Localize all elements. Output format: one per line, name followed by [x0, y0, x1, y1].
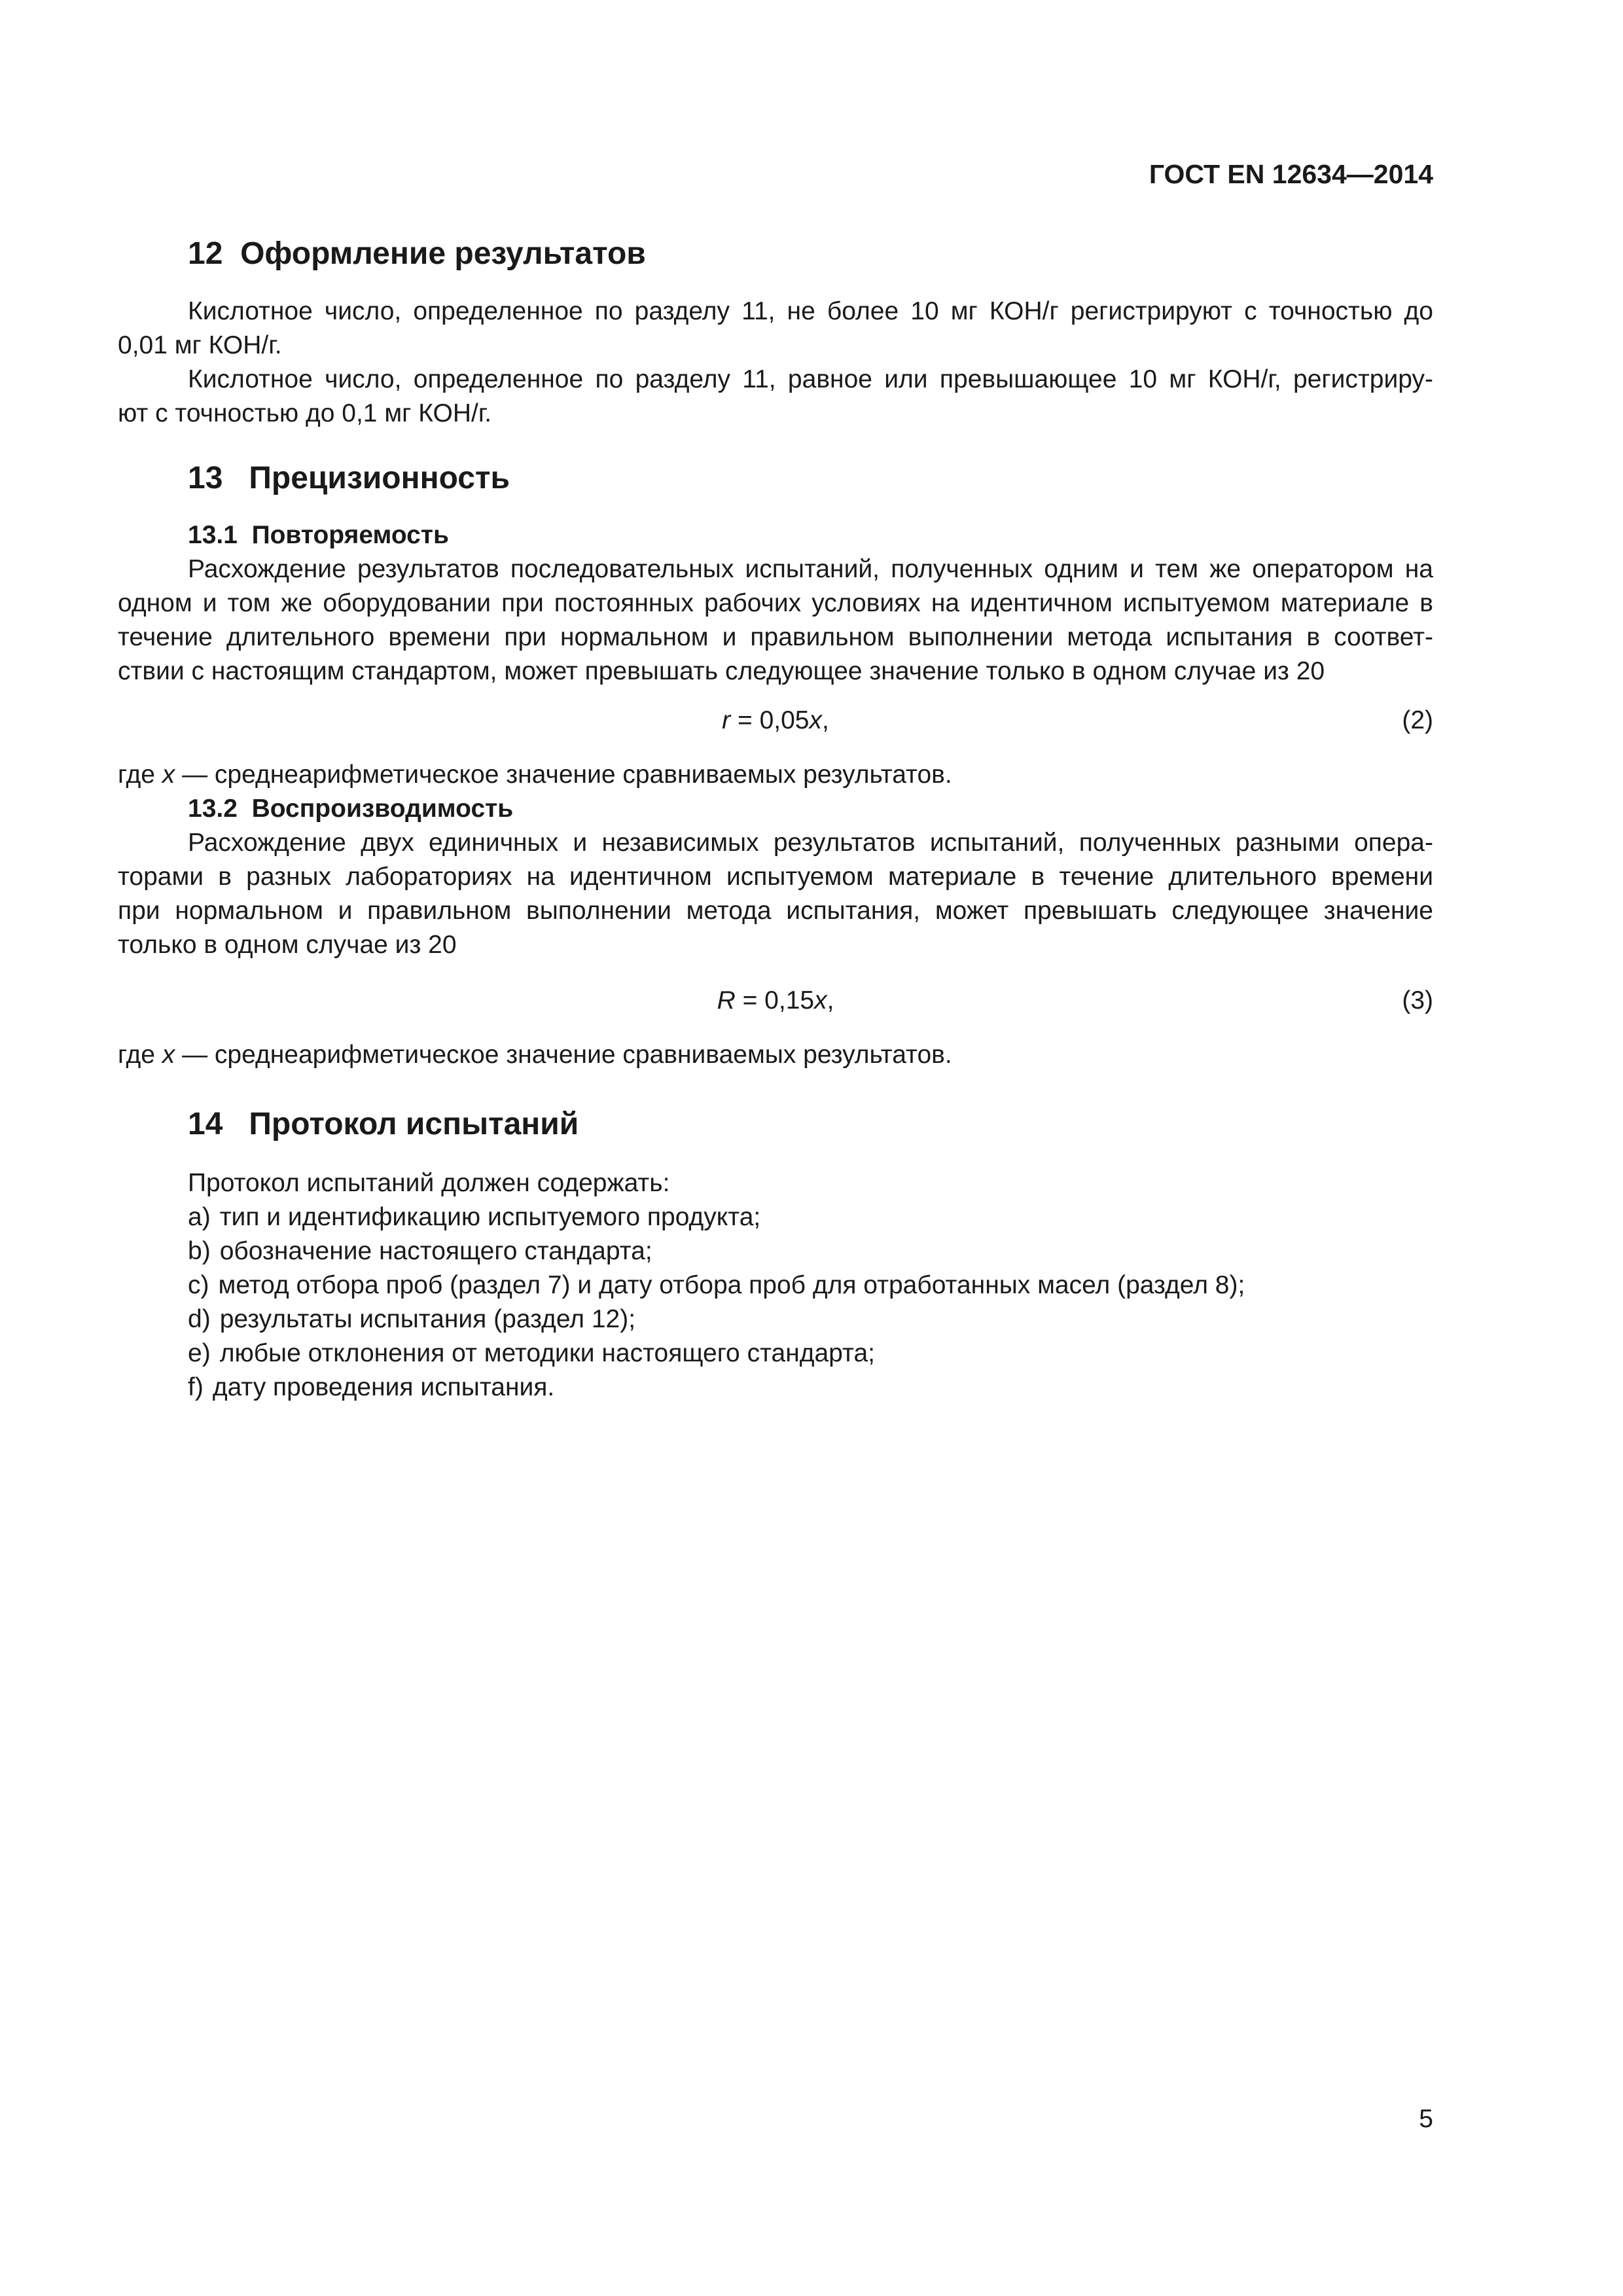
section-number: 12 — [188, 236, 223, 271]
list-item: f) дату проведения испытания. — [188, 1373, 555, 1401]
section-title: Прецизионность — [249, 461, 510, 495]
text-line: течение длительного времени при нормальном и правильном выполнении метода испытания в соответ- — [118, 623, 1433, 651]
text-line: только в одном случае из 20 — [118, 931, 457, 959]
list-item: a) тип и идентификацию испытуемого продукта; — [188, 1203, 761, 1231]
subsection-13-1-paragraph — [118, 552, 1433, 689]
text-line: ствии с настоящим стандартом, может превышать следующее значение только в одном случае из 20 — [118, 657, 1325, 685]
subsection-number: 13.2 — [188, 795, 238, 823]
section-number: 13 — [188, 461, 223, 495]
list-item: c) метод отбора проб (раздел 7) и дату отбора проб для отработанных масел (раздел 8); — [188, 1271, 1245, 1299]
document-page — [118, 0, 1433, 2296]
formula-3-where: где x — среднеарифметическое значение сравниваемых результатов. — [118, 1041, 952, 1069]
formula-expression: R = 0,15x, — [717, 986, 834, 1014]
formula-3 — [118, 984, 1433, 1018]
subsection-title: Повторяемость — [251, 521, 449, 549]
subsection-number: 13.1 — [188, 521, 238, 549]
section-12-paragraph-1 — [118, 295, 1433, 363]
text-line: ют с точностью до 0,1 мг КОН/г. — [118, 399, 492, 427]
text-line: при нормальном и правильном выполнении метода испытания, может превышать следующее значение — [118, 897, 1433, 925]
formula-2 — [118, 704, 1433, 738]
section-12-heading — [188, 234, 646, 274]
formula-number: (3) — [1402, 986, 1433, 1014]
section-number: 14 — [188, 1107, 223, 1141]
formula-number: (2) — [1402, 706, 1433, 734]
text-line: одном и том же оборудовании при постоянных рабочих условиях на идентичном испытуемом материале в — [118, 589, 1433, 617]
text-line: Расхождение двух единичных и независимых результатов испытаний, полученных разными опера- — [188, 829, 1433, 857]
list-intro: Протокол испытаний должен содержать: — [188, 1169, 670, 1197]
subsection-13-2-paragraph — [118, 826, 1433, 962]
list-item: d) результаты испытания (раздел 12); — [188, 1305, 636, 1333]
test-report-list — [188, 1166, 1245, 1405]
text-line: Расхождение результатов последовательных испытаний, полученных одним и тем же оператором на — [188, 555, 1433, 583]
text-line: 0,01 мг КОН/г. — [118, 331, 282, 359]
section-12-paragraph-2 — [118, 363, 1433, 431]
list-item: b) обозначение настоящего стандарта; — [188, 1237, 652, 1265]
page-number: 5 — [1419, 2105, 1433, 2133]
section-title: Оформление результатов — [240, 236, 646, 271]
section-14-heading — [188, 1105, 579, 1144]
text-line: Кислотное число, определенное по разделу 11, не более 10 мг КОН/г регистрируют с точностью до — [188, 297, 1433, 325]
subsection-13-2-heading — [188, 792, 513, 826]
formula-2-where: где x — среднеарифметическое значение сравниваемых результатов. — [118, 761, 952, 789]
text-line: торами в разных лабораториях на идентичном испытуемом материале в течение длительного времени — [118, 863, 1433, 891]
section-title: Протокол испытаний — [249, 1107, 579, 1141]
document-code: ГОСТ EN 12634—2014 — [1149, 159, 1433, 189]
subsection-title: Воспроизводимость — [251, 795, 514, 823]
list-item: e) любые отклонения от методики настоящего стандарта; — [188, 1339, 875, 1367]
section-13-heading — [188, 459, 510, 498]
formula-expression: r = 0,05x, — [722, 706, 829, 734]
text-line: Кислотное число, определенное по разделу 11, равное или превышающее 10 мг КОН/г, регистриру- — [188, 365, 1433, 393]
subsection-13-1-heading — [188, 518, 449, 552]
